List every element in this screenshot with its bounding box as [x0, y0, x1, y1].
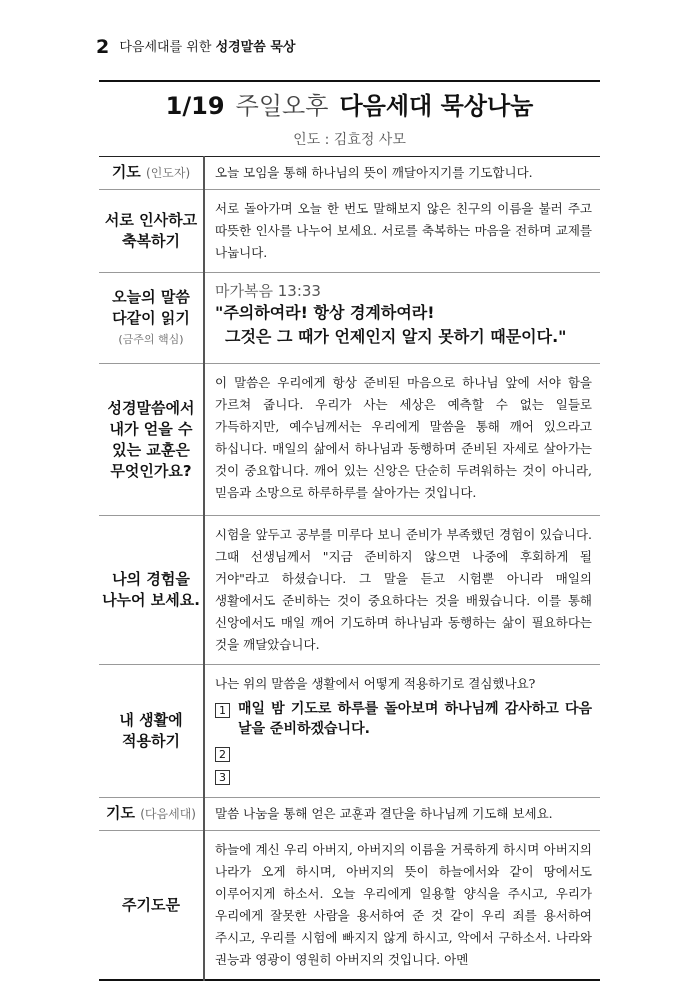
label-prayer-note: (인도자) [146, 166, 191, 180]
label-prayer [99, 157, 204, 190]
meditation-sheet [99, 80, 600, 981]
top-divider [99, 80, 600, 82]
sheet-title [99, 92, 600, 123]
verse-line-2: 그것은 그 때가 언제인지 알지 못하기 때문이다." [225, 327, 567, 346]
label-closing-prayer-note: (다음세대) [140, 807, 196, 821]
answer-number-2: 2 [215, 747, 230, 762]
label-apply-line1: 내 생활에 [119, 711, 183, 729]
apply-answers [215, 699, 592, 785]
label-reading-line2: 다같이 읽기 [112, 308, 190, 327]
label-reading [99, 273, 204, 364]
answer-row-2[interactable] [215, 743, 592, 762]
verse-text [215, 301, 592, 349]
label-closing-prayer [99, 798, 204, 831]
label-prayer-text: 기도 [111, 163, 141, 181]
closing-prayer-text: 말씀 나눔을 통해 얻은 교훈과 결단을 하나님께 기도해 보세요. [204, 798, 600, 831]
apply-content [204, 665, 600, 798]
label-closing-prayer-text: 기도 [106, 804, 135, 822]
label-experience-line2: 나누어 보세요. [102, 591, 200, 609]
label-lesson-line3: 있는 교훈은 [112, 440, 190, 459]
leader-line: 인도 : 김효정 사모 [293, 132, 406, 148]
experience-text: 시험을 앞두고 공부를 미루다 보니 준비가 부족했던 경험이 있습니다. 그때 선생님께서 "지금 준비하지 않으면 나중에 후회하게 될 거야"라고 하셨습니다. 그 말을 듣고 시험뿐 아니라 매일의 생활에서도 준비하는 것이 중요하다는 것을 배웠습니다. 이를 통해 신앙에서도 매일 깨어 기도하며 하나님과 동행하는 삶이 필요하다는 것을 깨달았습니다. [204, 516, 600, 665]
verse-reference: 마가복음 13:33 [215, 282, 321, 300]
apply-question: 나는 위의 말씀을 생활에서 어떻게 적용하기로 결심했나요? [215, 676, 536, 691]
prayer-text: 오늘 모임을 통해 하나님의 뜻이 깨달아지기를 기도합니다. [215, 165, 533, 180]
answer-text-1: 매일 밤 기도로 하루를 돌아보며 하나님께 감사하고 다음 날을 준비하겠습니다. [238, 701, 592, 737]
page-header [96, 36, 295, 58]
label-reading-note: (금주의 핵심) [118, 332, 184, 346]
label-lords-prayer [99, 831, 204, 981]
row-experience [99, 516, 600, 665]
lords-prayer-text: 하늘에 계신 우리 아버지, 아버지의 이름을 거룩하게 하시며 아버지의 나라가 오게 하시며, 아버지의 뜻이 하늘에서와 같이 땅에서도 이루어지게 하소서. 오늘 우리에게 일용할 양식을 주시고, 우리가 우리에게 잘못한 사람을 용서하여 준 것 같이 우리 죄를 용서하여 주시고, 우리를 시험에 빠지지 않게 하시고, 악에서 구하소서. 나라와 권능과 영광이 영원히 아버지의 것입니다. 아멘 [204, 831, 600, 981]
title-subtitle: 주일오후 [235, 92, 329, 120]
label-lesson-line2: 내가 얻을 수 [109, 419, 193, 438]
row-greeting [99, 190, 600, 273]
verse-line-1: "주의하여라! 항상 경계하여라! [215, 303, 435, 322]
header-prefix: 다음세대를 위한 [119, 40, 212, 55]
label-experience [99, 516, 204, 665]
label-reading-line1: 오늘의 말씀 [112, 287, 190, 306]
row-lords-prayer [99, 831, 600, 981]
row-lesson [99, 364, 600, 516]
label-greeting-line1: 서로 인사하고 [104, 211, 198, 229]
label-lesson-line1: 성경말씀에서 [107, 398, 195, 417]
title-main: 다음세대 묵상나눔 [339, 92, 534, 120]
reading-content [204, 273, 600, 364]
row-reading [99, 273, 600, 364]
label-experience-line1: 나의 경험을 [112, 570, 190, 588]
answer-row-1[interactable] [215, 699, 592, 739]
label-lesson [99, 364, 204, 516]
answer-number-3: 3 [215, 770, 230, 785]
label-lords-prayer-text: 주기도문 [122, 895, 180, 914]
answer-number-1: 1 [215, 703, 230, 718]
answer-row-3[interactable] [215, 766, 592, 785]
page-number: 2 [96, 36, 110, 58]
title-date: 1/19 [165, 92, 225, 120]
row-closing-prayer [99, 798, 600, 831]
row-apply [99, 665, 600, 798]
label-greeting-line2: 축복하기 [122, 232, 180, 250]
label-apply-line2: 적용하기 [122, 732, 180, 750]
meditation-table [99, 156, 600, 981]
label-apply [99, 665, 204, 798]
label-greeting [99, 190, 204, 273]
greeting-text: 서로 돌아가며 오늘 한 번도 말해보지 않은 친구의 이름을 불러 주고 따뜻한 인사를 나누어 보세요. 서로를 축복하는 마음을 전하며 교제를 나눕니다. [204, 190, 600, 273]
row-prayer [99, 157, 600, 190]
label-lesson-line4: 무엇인가요? [110, 461, 192, 480]
lesson-text: 이 말씀은 우리에게 항상 준비된 마음으로 하나님 앞에 서야 함을 가르쳐 줍니다. 우리가 사는 세상은 예측할 수 없는 일들로 가득하지만, 예수님께서는 우리에게 말씀을 통해 깨어 있으라고 하십니다. 매일의 삶에서 하나님과 동행하며 준비된 자세로 살아가는 것이 중요합니다. 깨어 있는 신앙은 단순히 두려워하는 것이 아니라, 믿음과 소망으로 하루하루를 살아가는 것입니다. [204, 364, 600, 516]
header-title: 성경말씀 묵상 [215, 40, 296, 55]
